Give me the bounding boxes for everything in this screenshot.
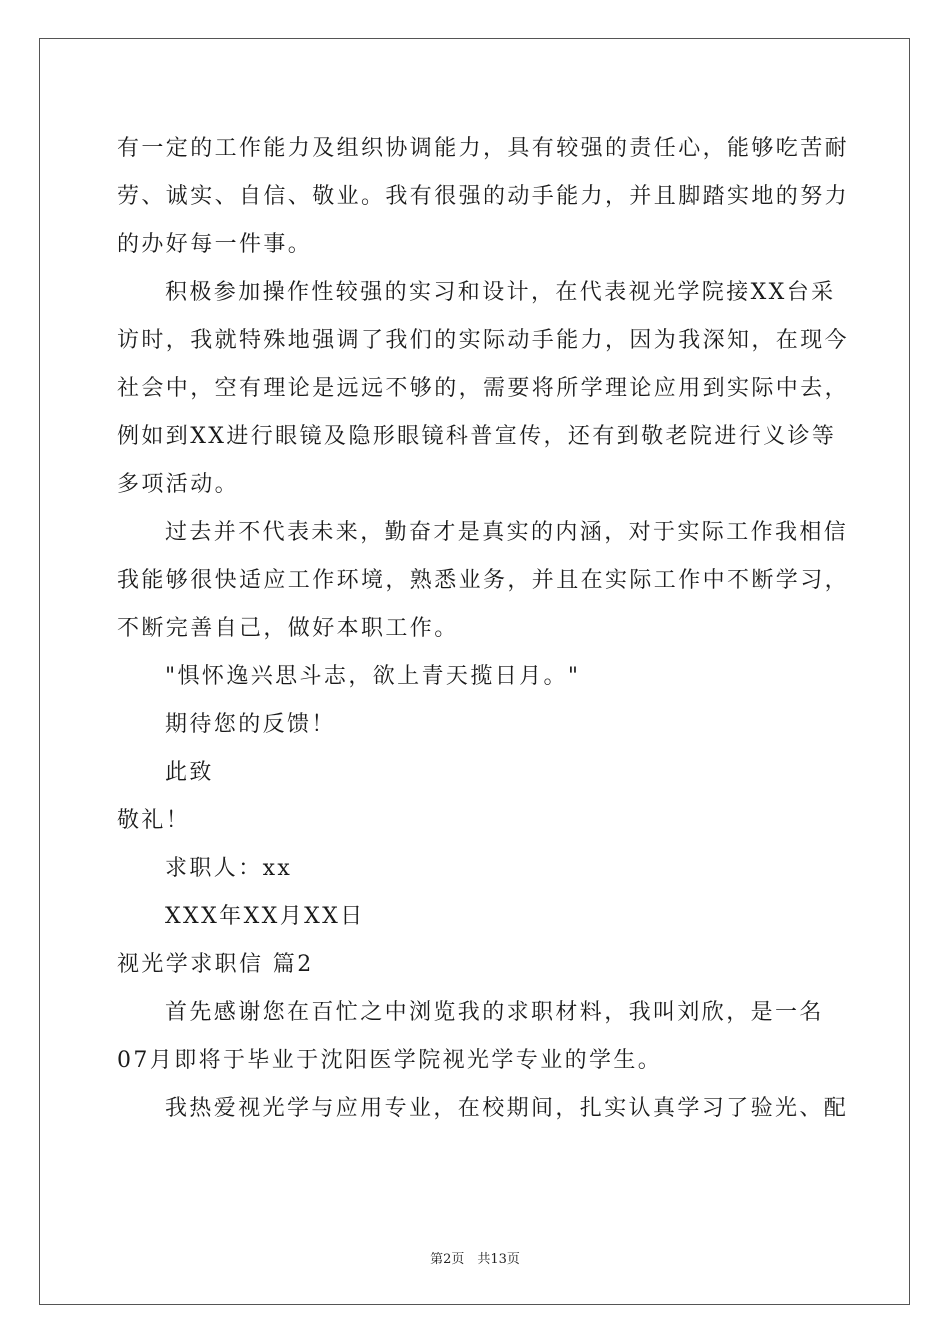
quote-line: "惧怀逸兴思斗志，欲上青天揽日月。" bbox=[165, 664, 581, 689]
paragraph-line: 积极参加操作性较强的实习和设计，在代表视光学院接XX台采 bbox=[165, 280, 836, 305]
page-number: 第2页 共13页 bbox=[430, 1252, 520, 1267]
paragraph-line: 多项活动。 bbox=[117, 472, 240, 497]
applicant-name: 求职人：xx bbox=[165, 856, 293, 881]
document-body bbox=[117, 125, 850, 1133]
paragraph-line: 我能够很快适应工作环境，熟悉业务，并且在实际工作中不断学习， bbox=[117, 568, 850, 593]
paragraph-line: 访时，我就特殊地强调了我们的实际动手能力，因为我深知，在现今 bbox=[117, 328, 850, 353]
paragraph-line: 社会中，空有理论是远远不够的，需要将所学理论应用到实际中去， bbox=[117, 376, 850, 401]
regards: 敬礼！ bbox=[117, 808, 191, 833]
paragraph-line: 例如到XX进行眼镜及隐形眼镜科普宣传，还有到敬老院进行义诊等 bbox=[117, 424, 837, 449]
closing-line: 期待您的反馈！ bbox=[165, 712, 336, 737]
paragraph-line: 07月即将于毕业于沈阳医学院视光学专业的学生。 bbox=[117, 1048, 663, 1073]
section-title: 视光学求职信 篇2 bbox=[117, 952, 314, 977]
salutation: 此致 bbox=[165, 760, 214, 785]
paragraph-line: 我热爱视光学与应用专业，在校期间，扎实认真学习了验光、配 bbox=[165, 1096, 849, 1121]
paragraph-line: 有一定的工作能力及组织协调能力，具有较强的责任心，能够吃苦耐 bbox=[117, 136, 850, 161]
paragraph-line: 劳、诚实、自信、敬业。我有很强的动手能力，并且脚踏实地的努力 bbox=[117, 184, 850, 209]
paragraph-line: 的办好每一件事。 bbox=[117, 232, 313, 257]
paragraph-line: 过去并不代表未来，勤奋才是真实的内涵，对于实际工作我相信 bbox=[165, 520, 849, 545]
paragraph-line: 不断完善自己，做好本职工作。 bbox=[117, 616, 459, 641]
letter-date: XXX年XX月XX日 bbox=[165, 904, 365, 929]
paragraph-line: 首先感谢您在百忙之中浏览我的求职材料，我叫刘欣，是一名 bbox=[165, 1000, 824, 1025]
